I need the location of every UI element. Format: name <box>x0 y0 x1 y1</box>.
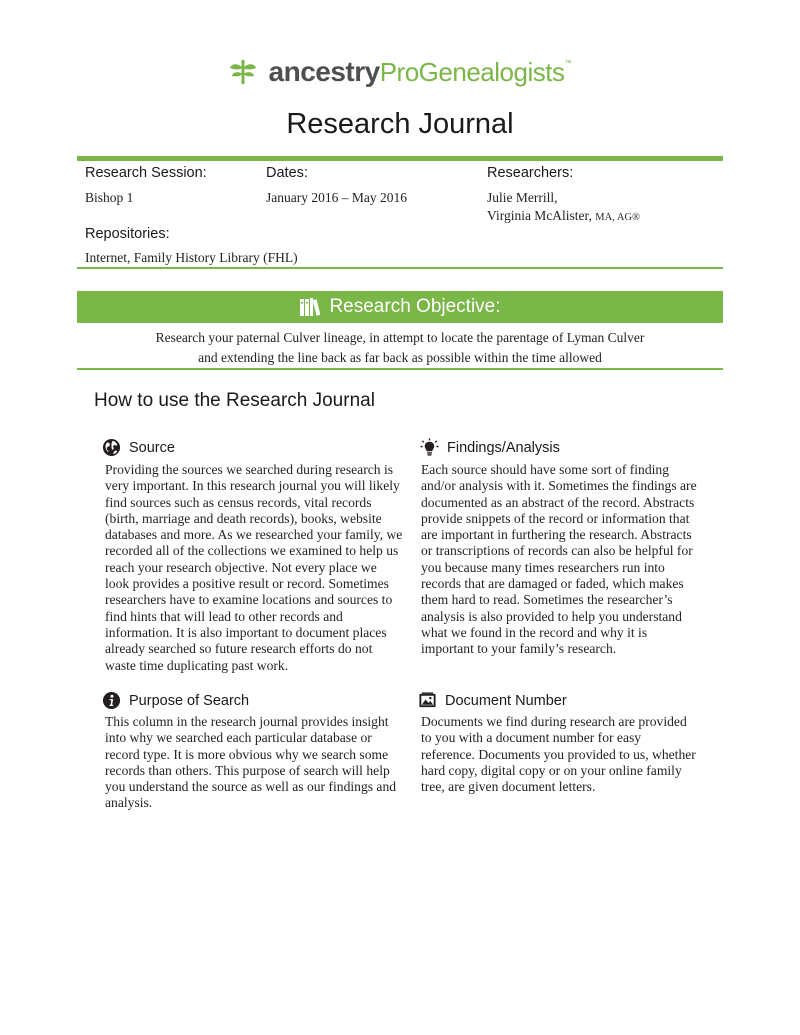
findings-section-heading <box>420 438 560 457</box>
objective-bottom-rule <box>77 368 723 370</box>
source-section-body <box>105 462 402 674</box>
findings-line: documented as an abstract of the record. Abstracts <box>421 494 695 510</box>
source-line: very important. In this research journal you will likely <box>105 478 400 494</box>
source-line: databases and more. As we researched your family, we <box>105 527 403 543</box>
page-title: Research Journal <box>286 108 514 140</box>
source-section-title: Source <box>129 439 175 456</box>
purpose-section-title: Purpose of Search <box>129 692 250 709</box>
purpose-line: into why we searched each particular database or <box>105 730 372 746</box>
research-session-value: Bishop 1 <box>85 190 134 205</box>
research-objective-text <box>77 328 723 368</box>
findings-line: and/or analysis with it. Sometimes the findings are <box>421 478 697 494</box>
findings-section-title: Findings/Analysis <box>447 439 560 456</box>
purpose-line: This column in the research journal provides insight <box>105 714 389 729</box>
source-line: recorded all of the collections we examined to help us <box>105 543 399 559</box>
purpose-line: records than others. This purpose of search will help <box>105 762 390 778</box>
purpose-section-heading <box>102 691 249 710</box>
document-line: to you with a document number for easy <box>421 730 642 746</box>
researchers-value <box>487 189 640 227</box>
findings-line: them hard to read. Sometimes the researcher’s <box>421 592 673 608</box>
logo-ancestry-text: ancestry <box>268 56 380 87</box>
findings-section-body <box>421 462 697 658</box>
findings-line: or transcriptions of records can also be helpful for <box>421 543 693 559</box>
header-bottom-rule <box>77 267 723 269</box>
leaf-logo-icon <box>229 56 265 88</box>
repositories-value: Internet, Family History Library (FHL) <box>85 250 298 265</box>
findings-line: Each source should have some sort of finding <box>421 462 670 477</box>
researcher-name-2-text: Virginia McAlister, <box>487 208 592 223</box>
findings-line: are important in furthering the research. Abstracts <box>421 527 692 543</box>
ancestry-progenealogists-logo <box>0 52 800 92</box>
source-line: Providing the sources we searched during research is <box>105 462 394 477</box>
photo-document-icon <box>418 691 437 710</box>
dates-value: January 2016 – May 2016 <box>266 190 407 205</box>
source-line: find sources such as census records, vital records <box>105 494 372 510</box>
findings-line: provide snippets of the record or information that <box>421 510 690 526</box>
info-icon <box>102 691 121 710</box>
researcher-name-2 <box>487 207 640 227</box>
source-line: (birth, marriage and death records), books, website <box>105 510 382 526</box>
purpose-line: analysis. <box>105 795 153 811</box>
findings-line: analysis is also provided to help you understand <box>421 608 682 624</box>
document-line: hard copy, digital copy or on your online family <box>421 762 682 778</box>
source-line: waste time duplicating past work. <box>105 657 289 673</box>
source-line: find hints that will lead to other records and <box>105 608 343 624</box>
findings-line: what we found in the record and why it is <box>421 624 648 640</box>
purpose-line: you understand the source as well as our findings and <box>105 779 397 795</box>
source-line: already searched so future research efforts do not <box>105 641 373 657</box>
repositories-label: Repositories: <box>85 226 170 242</box>
source-line: researchers have to examine locations and sources to <box>105 592 393 608</box>
source-section-heading <box>102 438 175 457</box>
source-line: look provides a positive result or record. Sometimes <box>105 576 389 592</box>
researcher-credentials: MA, AG® <box>595 212 640 223</box>
document-section-heading <box>418 691 567 710</box>
logo-progenealogists-text: ProGenealogists <box>379 56 565 87</box>
research-objective-bar <box>77 291 723 323</box>
purpose-line: record type. It is more obvious why we search some <box>105 746 389 762</box>
research-objective-line-2: and extending the line back as far back as possible within the time allowed <box>198 350 602 365</box>
research-objective-heading: Research Objective: <box>329 296 501 317</box>
source-line: reach your research objective. Not every place we <box>105 559 377 575</box>
dates-label: Dates: <box>266 165 308 181</box>
how-to-heading: How to use the Research Journal <box>94 390 375 411</box>
researcher-name-1: Julie Merrill, <box>487 190 558 205</box>
books-icon <box>299 297 321 317</box>
research-objective-line-1: Research your paternal Culver lineage, in attempt to locate the parentage of Lyman Culver <box>155 330 645 345</box>
document-section-body <box>421 714 696 795</box>
purpose-section-body <box>105 714 396 812</box>
research-session-label: Research Session: <box>85 165 207 181</box>
findings-line: you because many times researchers run into <box>421 559 665 575</box>
document-section-title: Document Number <box>445 692 567 709</box>
findings-line: important to your family’s research. <box>421 641 617 657</box>
globe-icon <box>102 438 121 457</box>
source-line: information. It is also important to document places <box>105 624 387 640</box>
researchers-label: Researchers: <box>487 165 574 181</box>
document-line: Documents we find during research are provided <box>421 714 687 729</box>
findings-line: records that are damaged or faded, which makes <box>421 576 684 592</box>
document-line: tree, are given document letters. <box>421 779 596 795</box>
document-line: reference. Documents you provided to us, whether <box>421 746 696 762</box>
logo-trademark: ™ <box>564 60 572 67</box>
header-top-rule <box>77 156 723 161</box>
lightbulb-icon <box>420 438 439 457</box>
